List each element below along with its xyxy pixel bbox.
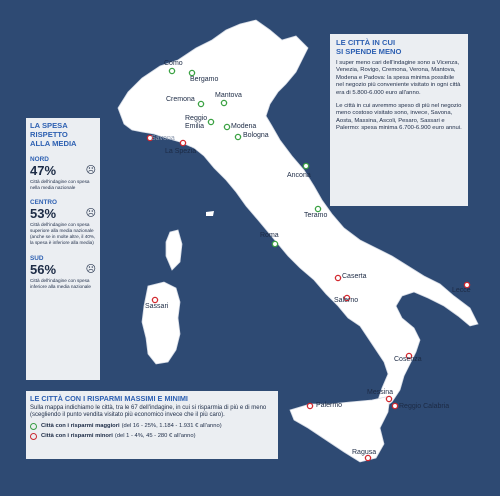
legend-red-label: Città con i risparmi minori (41, 433, 113, 440)
stat-description: Città dell'indagine con spesa superiore alla media nazionale (anche se in molte altre, il 40%, la spesa è inferiore alla media) (30, 222, 96, 246)
green-marker-teramo (315, 206, 320, 211)
green-marker-cremona (198, 101, 203, 106)
red-circle-icon (30, 433, 37, 440)
legend-green-detail: (del 16 - 25%, 1.184 - 1.931 € all'anno) (121, 423, 222, 430)
elba (206, 211, 214, 216)
face-icon: ☹ (85, 208, 96, 220)
city-label-mantova: Mantova (215, 92, 242, 99)
green-marker-ancona (303, 163, 308, 168)
legend-title: LE CITTÀ CON I RISPARMI MASSIMI E MINIMI (30, 394, 188, 403)
stat-description: Città dell'indagine con spesa inferiore alla media nazionale (30, 277, 91, 289)
sardinia (142, 282, 180, 364)
city-label-cosenza: Cosenza (394, 356, 422, 363)
legend-item-green (30, 423, 274, 430)
green-marker-como (169, 68, 174, 73)
red-marker-messina (386, 396, 391, 401)
stat-percentage: 47% (30, 163, 57, 178)
city-label-lecce: Lecce (452, 287, 471, 294)
red-marker-caserta (335, 275, 340, 280)
legend-green-label: Città con i risparmi maggiori (41, 423, 120, 430)
city-label-reggio-calabria: Reggio Calabria (399, 403, 450, 410)
green-marker-modena (224, 124, 229, 129)
stats-title-line2: RISPETTO (30, 130, 68, 139)
city-label-roma: Roma (260, 232, 279, 239)
info-box-title (336, 38, 462, 56)
info-box-paragraph-2: Le città in cui avremmo speso di più nel negozio meno costoso visitato sono, invece, Savona, Aosta, Massina, Ascoli, Pesaro, Sassari e Palermo: spesa minima 6.700-6.900 euro annui. (336, 103, 462, 132)
red-marker-ragusa (365, 455, 370, 460)
city-label-modena: Modena (231, 123, 257, 130)
green-marker-bergamo (189, 70, 194, 75)
red-marker-la-spezia (180, 140, 185, 145)
green-marker-roma (272, 241, 277, 246)
legend-red-detail: (del 1 - 4%, 45 - 280 € all'anno) (114, 433, 196, 440)
face-icon: ☹ (85, 263, 96, 275)
info-box-least-spending (330, 34, 468, 206)
face-icon: ☹ (85, 165, 96, 176)
city-label-sassari: Sassari (145, 303, 169, 310)
city-label-cremona: Cremona (166, 96, 195, 103)
stats-box-title (30, 121, 96, 148)
info-box-paragraph-1: I super meno cari dell'indagine sono a Vicenza, Venezia, Rovigo, Cremona, Verona, Mantova, Modena e Padova: la spesa minima possibile nel negozio più conveniente visitato in ogni città era di 5.800-6.000 euro all'anno. (336, 60, 461, 96)
city-label-savona: Savona (151, 135, 175, 142)
city-label-bologna: Bologna (243, 132, 269, 139)
stats-title-line3: ALLA MEDIA (30, 139, 77, 148)
city-label-bergamo: Bergamo (190, 76, 219, 83)
city-label-reggio-emilia: Reggio Emilia (185, 115, 208, 130)
stat-percentage: 56% (30, 261, 57, 277)
stats-box-spending-vs-average (26, 118, 100, 380)
city-label-la-spezia: La Spezia (165, 148, 197, 155)
legend-item-red (30, 433, 274, 440)
stats-title-line1: LA SPESA (30, 121, 68, 130)
legend-intro: Sulla mappa indichiamo le città, tra le 67 dell'indagine, in cui si risparmia di più e di meno (scegliendo il punto vendita visitato più economico invece che il più caro). (30, 405, 267, 419)
city-label-messina: Messina (367, 389, 394, 396)
city-label-ragusa: Ragusa (352, 449, 377, 456)
stat-sud (30, 255, 96, 290)
city-label-salerno: Salerno (334, 297, 359, 304)
city-label-ancona: Ancona (287, 172, 311, 179)
legend-box (26, 391, 278, 459)
stat-percentage: 53% (30, 206, 57, 222)
green-marker-bologna (235, 134, 240, 139)
stat-centro (30, 199, 96, 246)
corsica (166, 230, 182, 270)
city-label-teramo: Teramo (304, 212, 328, 219)
stat-nord (30, 156, 96, 191)
stat-region-label: CENTRO (30, 199, 57, 207)
stat-description: Città dell'indagine con spesa nella media nazionale (30, 179, 90, 191)
red-marker-sassari (152, 297, 157, 302)
stat-region-label: NORD (30, 156, 49, 163)
red-marker-reggio-calabria (392, 403, 397, 408)
red-marker-palermo (307, 403, 312, 408)
stat-region-label: SUD (30, 254, 44, 262)
info-box-title-line2: SI SPENDE MENO (336, 47, 402, 56)
city-label-palermo: Palermo (316, 402, 343, 409)
city-label-como: Como (164, 60, 183, 67)
green-circle-icon (30, 423, 37, 430)
city-label-caserta: Caserta (342, 273, 367, 280)
green-marker-mantova (221, 100, 226, 105)
info-box-title-line1: LE CITTÀ IN CUI (336, 38, 396, 47)
